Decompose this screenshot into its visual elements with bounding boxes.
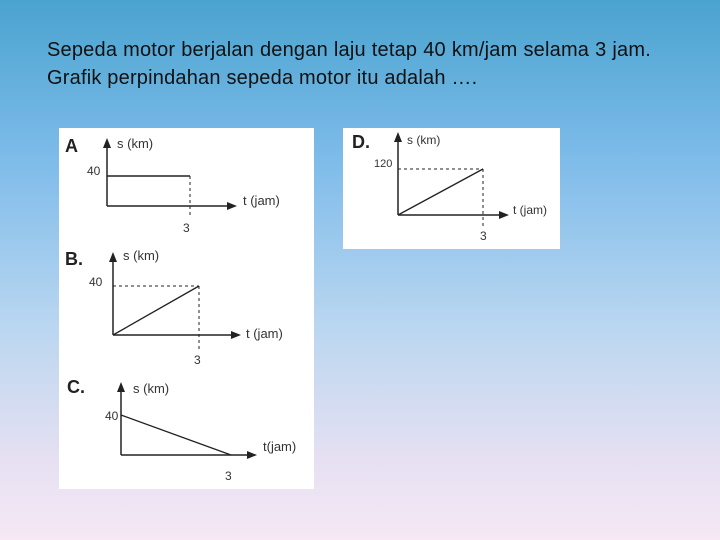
- option-c-letter: C.: [67, 377, 85, 397]
- option-b-y-tick: 40: [89, 275, 103, 289]
- option-b-y-label: s (km): [123, 248, 160, 263]
- option-c-x-tick: 3: [225, 469, 232, 483]
- option-a-graph: [65, 136, 280, 235]
- option-d-x-label: t (jam): [513, 203, 547, 217]
- option-d-line: [398, 169, 483, 215]
- option-b-letter: B.: [65, 249, 83, 269]
- option-b-x-tick: 3: [194, 353, 201, 367]
- option-a-y-tick: 40: [87, 164, 101, 178]
- option-c-line: [121, 415, 231, 455]
- option-d-y-arrow: [394, 132, 402, 142]
- option-b-x-arrow: [231, 331, 241, 339]
- option-a-x-label: t (jam): [243, 193, 280, 208]
- option-d-y-label: s (km): [407, 133, 441, 147]
- option-b-line: [113, 286, 199, 335]
- option-c-y-arrow: [117, 382, 125, 392]
- option-a-x-tick: 3: [183, 221, 190, 235]
- option-b-y-arrow: [109, 252, 117, 262]
- option-c-y-label: s (km): [133, 381, 170, 396]
- question-text: Sepeda motor berjalan dengan laju tetap 40 km/jam selama 3 jam. Grafik perpindahan sepeda motor itu adalah ….: [47, 39, 651, 89]
- option-a-x-arrow: [227, 202, 237, 210]
- option-c-y-tick: 40: [105, 409, 119, 423]
- option-d-y-tick: 120: [374, 158, 393, 170]
- option-c-x-arrow: [247, 451, 257, 459]
- option-a-y-arrow: [103, 138, 111, 148]
- option-a-y-label: s (km): [117, 136, 154, 151]
- option-b-x-label: t (jam): [246, 326, 283, 341]
- option-c-graph: [67, 377, 296, 483]
- options-abc-panel: [59, 128, 314, 489]
- options-abc-graphs: [59, 128, 314, 489]
- option-b-graph: [65, 248, 283, 367]
- option-d-panel: [343, 128, 560, 249]
- option-d-graph: [352, 132, 547, 243]
- option-a-letter: A: [65, 136, 78, 156]
- option-d-graphs: [343, 128, 560, 249]
- option-c-x-label: t(jam): [263, 439, 297, 454]
- option-d-letter: D.: [352, 132, 370, 152]
- option-d-x-arrow: [499, 211, 509, 219]
- option-d-x-tick: 3: [480, 229, 487, 243]
